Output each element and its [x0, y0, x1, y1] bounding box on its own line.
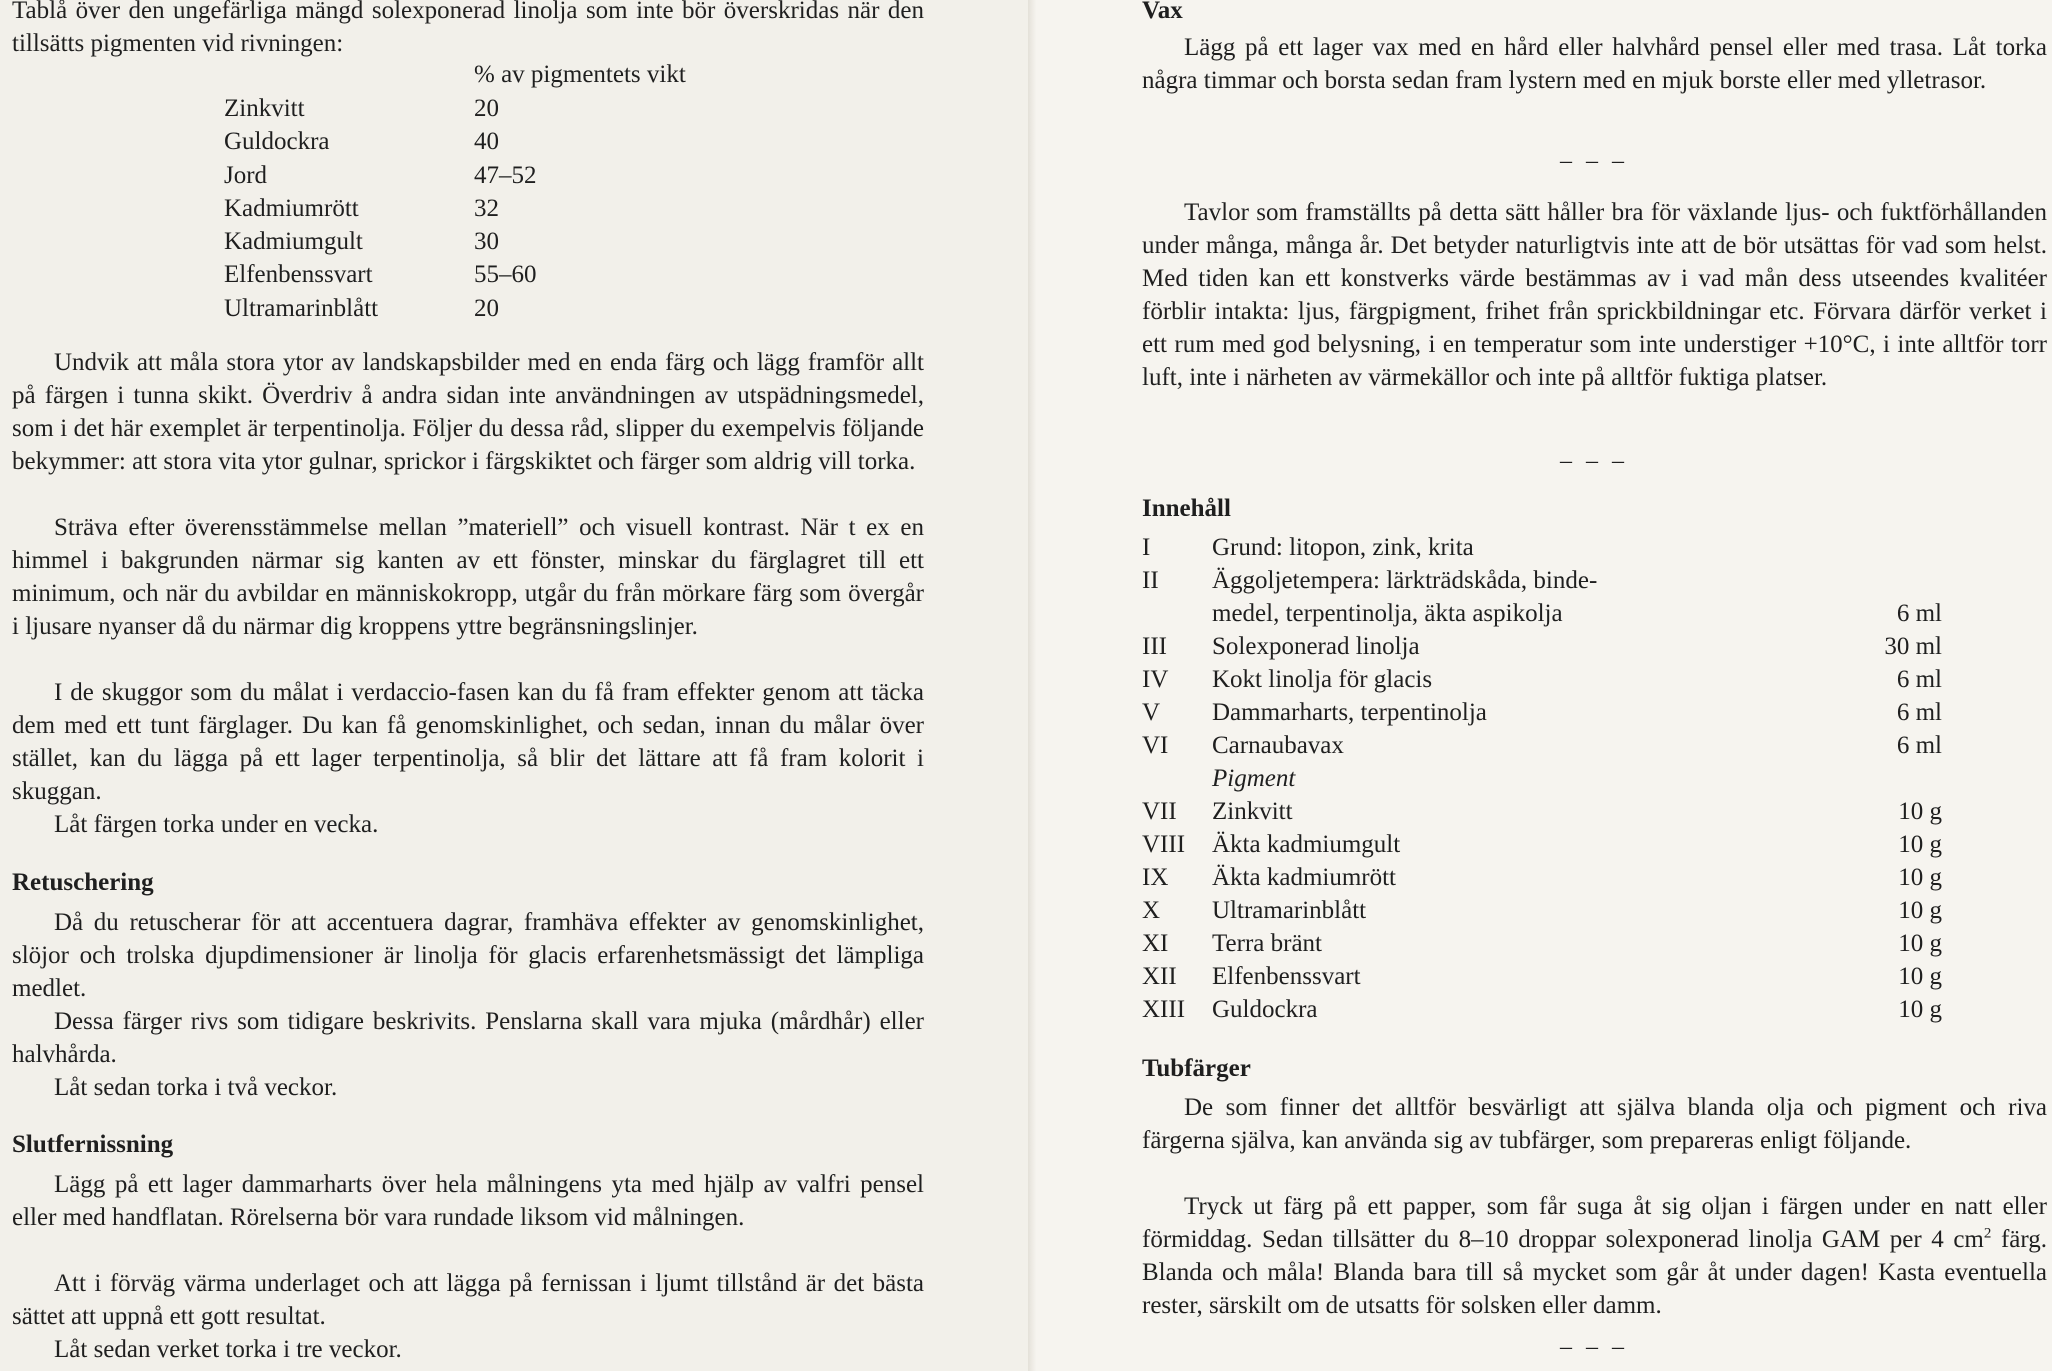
section-heading: Innehåll	[1142, 495, 1231, 522]
separator: – – –	[1560, 1334, 1628, 1360]
paragraph: I de skuggor som du målat i verdaccio-fasen kan du få fram effekter genom att täcka dem med ett tunt färglager. Du kan få genomskinlighet, och sedan, innan du målar över stället, kan du lägga på ett lager terpentinolja, så blir det lättare att få fram kolorit i skuggan.	[12, 679, 924, 805]
paragraph: Dessa färger rivs som tidigare beskrivits. Penslarna skall vara mjuka (mårdhår) eller halvhårda.	[12, 1008, 924, 1068]
book-gutter	[1028, 0, 1042, 1371]
separator: – – –	[1560, 148, 1628, 174]
section-heading: Slutfernissning	[12, 1131, 174, 1158]
section-heading: Retuschering	[12, 869, 154, 896]
paragraph: Att i förväg värma underlaget och att lägga på fernissan i ljumt tillstånd är det bästa sättet att uppnå ett gott resultat.	[12, 1270, 924, 1330]
paragraph: Låt sedan verket torka i tre veckor.	[54, 1336, 402, 1363]
paragraph: Lägg på ett lager dammarharts över hela målningens yta med hjälp av valfri pensel eller med handflatan. Rörelserna bör vara rundade liksom vid målningen.	[12, 1171, 924, 1231]
paragraph: Då du retuscherar för att accentuera dagrar, framhäva effekter av genomskinlighet, slöjor och trolska djupdimensioner är linolja för glacis erfarenhetsmässigt det lämpliga medlet.	[12, 909, 924, 1002]
separator: – – –	[1560, 448, 1628, 474]
paragraph: Låt färgen torka under en vecka.	[54, 811, 379, 838]
paragraph: Lägg på ett lager vax med en hård eller halvhård pensel eller med trasa. Låt torka några timmar och borsta sedan fram lystern med en mjuk borste eller med ylletrasor.	[1142, 34, 2047, 94]
paragraph: Tavlor som framställts på detta sätt håller bra för växlande ljus- och fuktförhållanden under många, många år. Det betyder naturligtvis inte att de bör utsättas för vad som helst. Med tiden kan ett konstverks värde bestämmas av i vad mån dess utseendes kvalitéer förblir intakta: ljus, färgpigment, frihet från sprickbildningar etc. Förvara därför verket i ett rum med god belysning, i en temperatur som inte understiger +10°C, i inte alltför torr luft, inte i närheten av värmekällor och inte på alltför fuktiga platser.	[1142, 199, 2047, 391]
section-heading: Vax	[1142, 0, 1183, 24]
paragraph: De som finner det alltför besvärligt att själva blanda olja och pigment och riva färgerna själva, kan använda sig av tubfärger, som prepareras enligt följande.	[1142, 1094, 2047, 1154]
paragraph: Tryck ut färg på ett papper, som får suga åt sig oljan i färgen under en natt eller förmiddag. Sedan tillsätter du 8–10 droppar solexponerad linolja GAM per 4 $cm^2$ färg. Blanda och måla! Blanda bara till så mycket som går åt under dagen! Kasta eventuella rester, särskilt om de utsatts för solsken eller damm.	[1142, 1193, 2048, 1319]
section-heading: Tubfärger	[1142, 1055, 1251, 1082]
pigment-table-header: % av pigmentets vikt	[474, 61, 686, 88]
paragraph: Låt sedan torka i två veckor.	[54, 1074, 338, 1101]
paragraph: Sträva efter överensstämmelse mellan ”materiell” och visuell kontrast. När t ex en himmel i bakgrunden närmar sig kanten av ett fönster, minskar du färglagret till ett minimum, och när du avbildar en människokropp, utgår du från mörkare färg som övergår i ljusare nyanser då du närmar dig kroppens yttre begränsningslinjer.	[12, 514, 924, 640]
intro-paragraph: Tablå över den ungefärliga mängd solexponerad linolja som inte bör överskridas när den tillsätts pigmenten vid rivningen:	[12, 0, 924, 57]
paragraph: Undvik att måla stora ytor av landskapsbilder med en enda färg och lägg framför allt på färgen i tunna skikt. Överdriv å andra sidan inte användningen av utspädningsmedel, som i det här exemplet är terpentinolja. Följer du dessa råd, slipper du exempelvis följande bekymmer: att stora vita ytor gulnar, sprickor i färgskiktet och färger som aldrig vill torka.	[12, 349, 924, 475]
